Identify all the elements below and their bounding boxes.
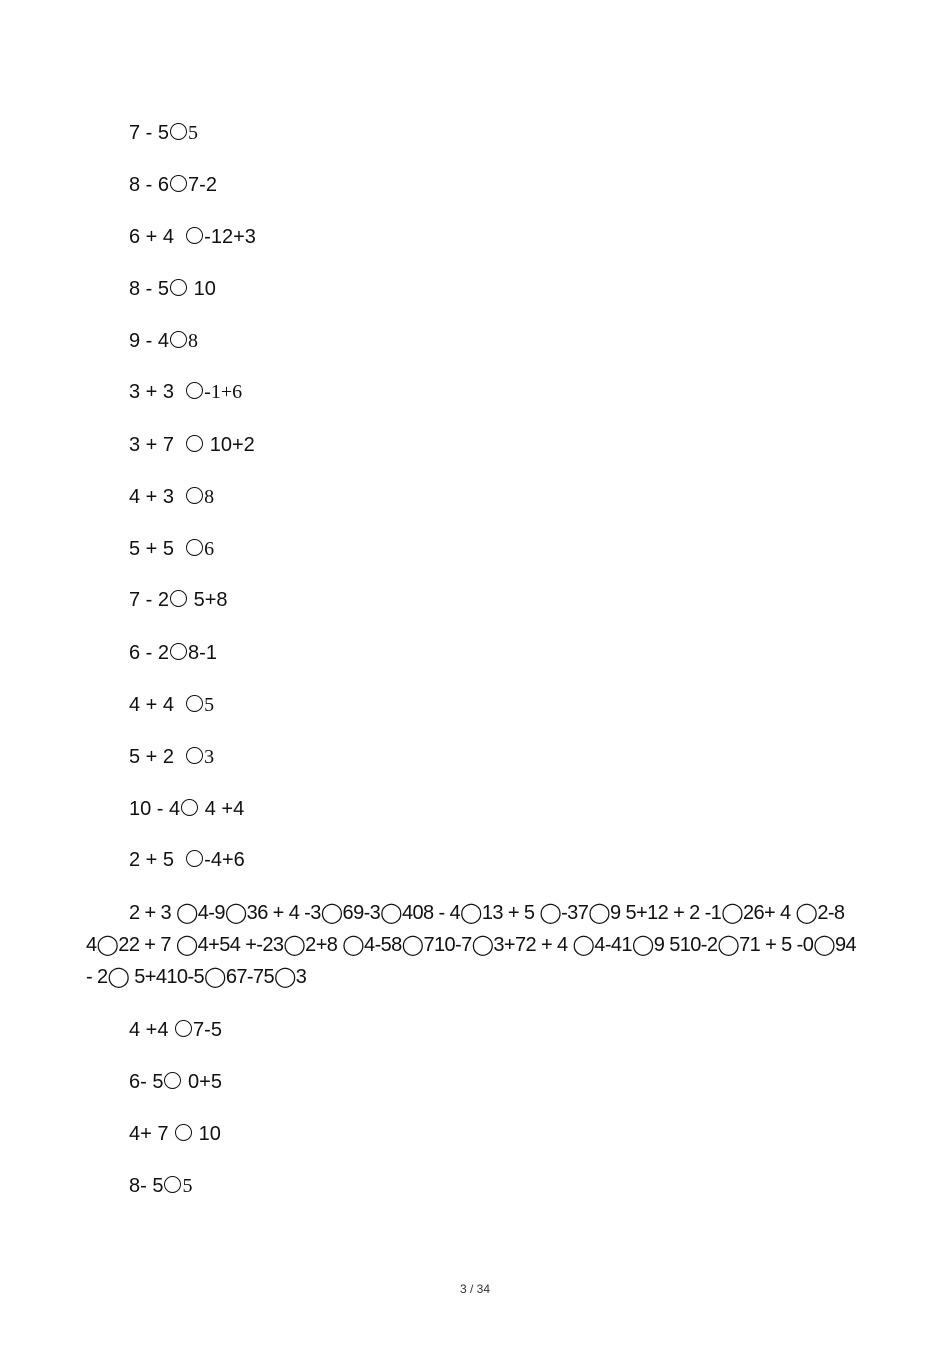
equation-line-17: 6- 5 0+5 <box>129 1071 222 1093</box>
equation-line-14: 10 - 4 4 +4 <box>129 798 245 820</box>
equation-line-5: 9 - 4 8 <box>129 330 199 352</box>
equation-line-9: 5 + 5 6 <box>129 538 215 560</box>
equation-line-4: 8 - 5 10 <box>129 278 216 300</box>
compare-circle[interactable] <box>186 539 203 556</box>
equation-line-3: 6 + 4 -12+3 <box>129 226 256 248</box>
equation-line-1: 7 - 5 5 <box>129 122 199 144</box>
compare-circle[interactable] <box>175 1020 192 1037</box>
equation-line-11: 6 - 2 8-1 <box>129 642 217 664</box>
compare-circle[interactable] <box>186 747 203 764</box>
equation-line-18: 4+ 7 10 <box>129 1123 221 1145</box>
equation-line-10: 7 - 2 5+8 <box>129 589 228 611</box>
equation-line-8: 4 + 3 8 <box>129 486 215 508</box>
compare-circle[interactable] <box>170 175 187 192</box>
compare-circle[interactable] <box>186 695 203 712</box>
equation-line-16: 4 +4 7-5 <box>129 1019 222 1041</box>
compare-circle[interactable] <box>186 850 203 867</box>
equation-line-13: 5 + 2 3 <box>129 746 215 768</box>
equation-line-12: 4 + 4 5 <box>129 694 215 716</box>
compare-circle[interactable] <box>170 331 187 348</box>
compare-circle[interactable] <box>186 227 203 244</box>
compare-circle[interactable] <box>170 643 187 660</box>
compare-circle[interactable] <box>170 123 187 140</box>
compare-circle[interactable] <box>186 435 203 452</box>
equation-paragraph <box>86 897 866 993</box>
equation-line-6: 3 + 3 -1+6 <box>129 381 243 403</box>
compare-circle[interactable] <box>186 487 203 504</box>
paragraph-row-1: 2 + 3 ◯4-9◯36 + 4 -3◯69-3◯408 - 4◯13 + 5 ◯-37◯9 5+12 + 2 -1◯26+ 4 ◯2-8 <box>129 902 845 924</box>
equation-line-2: 8 - 6 7-2 <box>129 174 217 196</box>
equation-line-15: 2 + 5 -4+6 <box>129 849 245 871</box>
page-number: 3 / 34 <box>459 1282 491 1296</box>
compare-circle[interactable] <box>181 799 198 816</box>
compare-circle[interactable] <box>164 1072 181 1089</box>
paragraph-row-3: - 2◯ 5+410-5◯67-75◯3 <box>86 966 307 988</box>
compare-circle[interactable] <box>164 1176 181 1193</box>
compare-circle[interactable] <box>170 279 187 296</box>
compare-circle[interactable] <box>175 1124 192 1141</box>
compare-circle[interactable] <box>170 590 187 607</box>
paragraph-row-2: 4◯22 + 7 ◯4+54 +-23◯2+8 ◯4-58◯710-7◯3+72 + 4 ◯4-41◯9 510-2◯71 + 5 -0◯94 <box>86 934 857 956</box>
equation-line-19: 8- 5 5 <box>129 1175 193 1197</box>
compare-circle[interactable] <box>186 382 203 399</box>
equation-line-7: 3 + 7 10+2 <box>129 434 255 456</box>
